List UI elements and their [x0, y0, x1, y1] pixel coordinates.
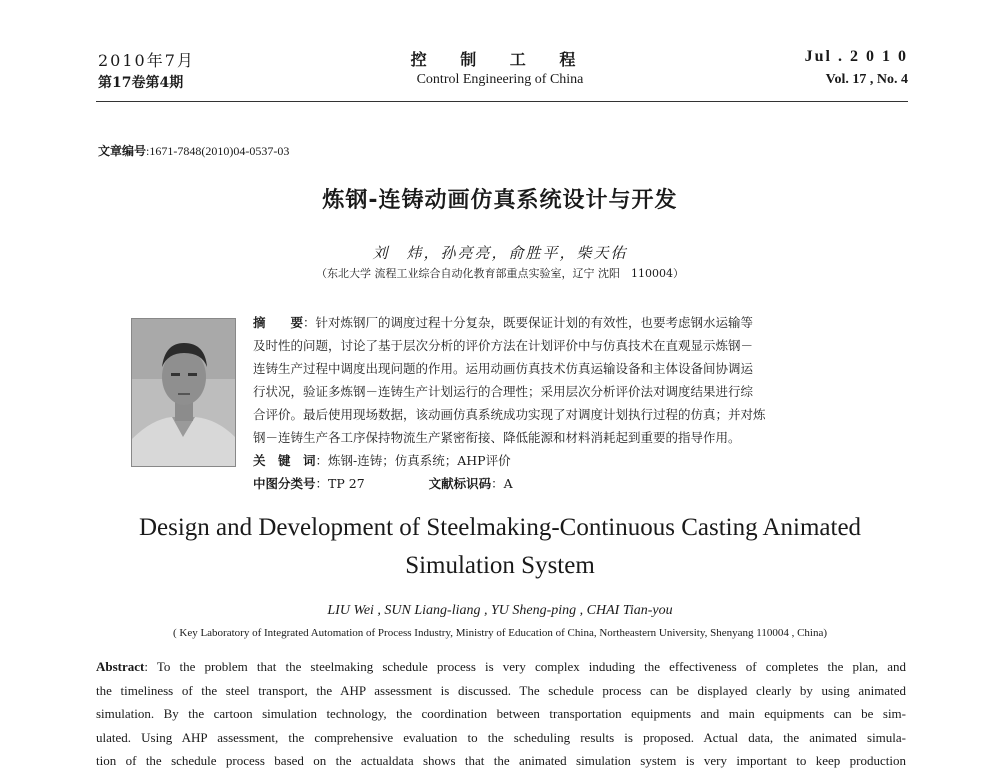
- abstract-en-line: simulation. By the cartoon simulation technology, the coordination between transportation equipments and main equipments can be sim-: [96, 706, 906, 721]
- header-date-en: Jul . 2 0 1 0: [804, 48, 908, 65]
- abstract-cn-line: 及时性的问题，讨论了基于层次分析的评价方法在计划评价中与仿真技术在直观显示炼钢－: [253, 338, 754, 353]
- doc-code-label: 文献标识码: [428, 476, 492, 491]
- header-volume-cn: 第17卷第4期: [98, 75, 184, 91]
- clc-label: 中图分类号: [253, 476, 316, 491]
- title-cn: 炼钢-连铸动画仿真系统设计与开发: [322, 188, 678, 213]
- classification: [253, 472, 883, 495]
- header-date-cn: 2010年7月: [98, 51, 195, 70]
- title-en-line2: Simulation System: [405, 552, 595, 579]
- authors-cn: 刘 炜，孙亮亮，俞胜平，柴天佑: [372, 244, 628, 262]
- abstract-en-label: Abstract: [96, 659, 145, 674]
- authors-en: LIU Wei , SUN Liang-liang , YU Sheng-ping , CHAI Tian-you: [327, 603, 673, 618]
- abstract-en-line: Abstract: To the problem that the steelmaking schedule process is very complex induding the effectiveness of completes the plan, and: [96, 659, 906, 674]
- abstract-cn: [253, 311, 883, 495]
- keywords-label: 关 键 词: [253, 453, 316, 468]
- journal-name-en: Control Engineering of China: [416, 72, 584, 87]
- abstract-en-line: tion of the schedule process based on the actualdata shows that the animated simulation system is very important to keep production: [96, 753, 906, 768]
- abstract-cn-line: 钢－连铸生产各工序保持物流生产紧密衔接、降低能源和材料消耗起到重要的指导作用。: [253, 430, 741, 445]
- title-en-line1: Design and Development of Steelmaking-Continuous Casting Animated: [138, 514, 862, 541]
- abstract-cn-line: 摘 要：针对炼钢厂的调度过程十分复杂，既要保证计划的有效性，也要考虑钢水运输等: [253, 315, 754, 330]
- author-portrait-image: [132, 319, 235, 466]
- affiliation-en: ( Key Laboratory of Integrated Automation of Process Industry, Ministry of Education of China, Northeastern University, Shenyang 110004 , China): [172, 627, 828, 639]
- article-number: [98, 142, 289, 159]
- affiliation-cn: （东北大学 流程工业综合自动化教育部重点实验室，辽宁 沈阳 110004）: [316, 267, 684, 280]
- article-number-value: :1671-7848(2010)04-0537-03: [146, 144, 290, 158]
- abstract-cn-line: 行状况，验证多炼钢－连铸生产计划运行的合理性；采用层次分析评价法对调度结果进行综: [253, 384, 754, 399]
- abstract-cn-label: 摘 要: [253, 315, 304, 330]
- article-number-label: 文章编号: [98, 144, 147, 158]
- keywords: [253, 449, 883, 472]
- journal-name-cn: 控 制 工 程: [410, 50, 590, 69]
- header-volume-en: Vol. 17 , No. 4: [825, 72, 908, 87]
- abstract-cn-line: 连铸生产过程中调度出现问题的作用。运用动画仿真技术仿真运输设备和主体设备间协调运: [253, 361, 754, 376]
- doc-code-value: ：A: [491, 476, 513, 491]
- abstract-en: [96, 655, 906, 773]
- author-photo: [131, 318, 236, 467]
- abstract-cn-line: 合评价。最后使用现场数据，该动画仿真系统成功实现了对调度计划执行过程的仿真；并对炼: [253, 407, 766, 422]
- header-rule: [96, 101, 908, 102]
- abstract-en-line: ulated. Using AHP assessment, the comprehensive evaluation to the scheduling results is proposed. Actual data, the animated simula-: [96, 729, 906, 745]
- abstract-en-line: the timeliness of the steel transport, the AHP assessment is discussed. The schedule process can be displayed clearly by using animated: [96, 682, 906, 698]
- clc-value: ：TP 27: [315, 476, 365, 491]
- keywords-value: ：炼钢-连铸；仿真系统；AHP评价: [315, 453, 511, 468]
